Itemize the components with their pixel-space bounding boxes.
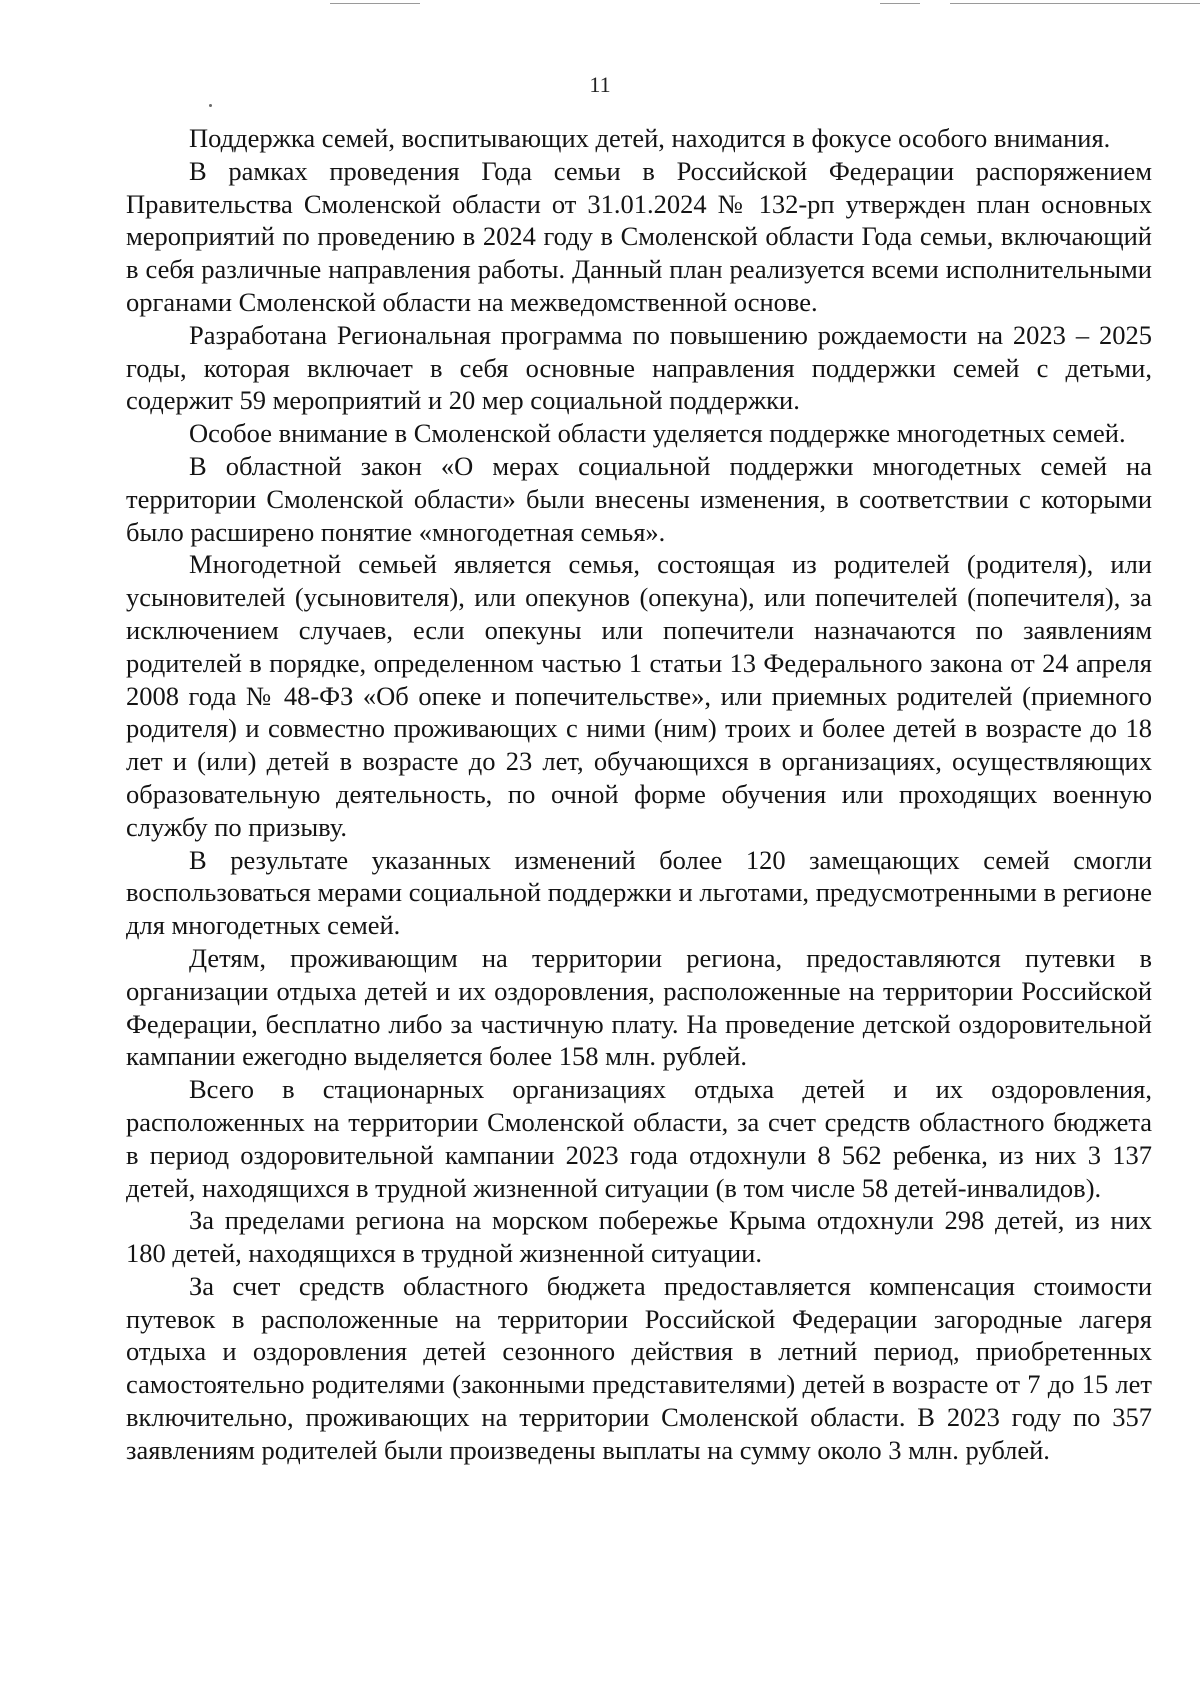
- paragraph: В рамках проведения Года семьи в Российской Федерации распоряжением Правительства Смоленской области от 31.01.2024 № 132-рп утвержден план основных мероприятий по проведению в 2024 году в Смоленской области Года семьи, включающий в себя различные направления работы. Данный план реализуется всеми исполнительными органами Смоленской области на межведомственной основе.: [126, 155, 1152, 317]
- paragraph: В результате указанных изменений более 120 замещающих семей смогли воспользоваться мерами социальной поддержки и льготами, предусмотренными в регионе для многодетных семей.: [126, 844, 1152, 941]
- scan-artifact-line: [330, 3, 420, 4]
- document-body: [126, 122, 1152, 1467]
- paragraph: Поддержка семей, воспитывающих детей, находится в фокусе особого внимания.: [189, 123, 1111, 153]
- paragraph: Детям, проживающим на территории региона, предоставляются путевки в организации отдыха детей и их оздоровления, расположенные на территории Российской Федерации, бесплатно либо за частичную плату. На проведение детской оздоровительной кампании ежегодно выделяется более 158 млн. рублей.: [126, 942, 1152, 1072]
- scan-artifact-dot: [209, 104, 212, 107]
- paragraph: Разработана Региональная программа по повышению рождаемости на 2023 – 2025 годы, которая включает в себя основные направления поддержки семей с детьми, содержит 59 мероприятий и 20 мер социальной поддержки.: [126, 319, 1152, 416]
- page-number: 11: [589, 72, 611, 97]
- paragraph: За счет средств областного бюджета предоставляется компенсация стоимости путевок в расположенные на территории Российской Федерации загородные лагеря отдыха и оздоровления детей сезонного действия в летний период, приобретенных самостоятельно родителями (законными представителями) детей в возрасте от 7 до 15 лет включительно, проживающих на территории Смоленской области. В 2023 году по 357 заявлениям родителей были произведены выплаты на сумму около 3 млн. рублей.: [126, 1270, 1152, 1465]
- scan-artifact-line: [880, 3, 920, 4]
- paragraph: За пределами региона на морском побережье Крыма отдохнули 298 детей, из них 180 детей, находящихся в трудной жизненной ситуации.: [126, 1205, 1152, 1269]
- paragraph: В областной закон «О мерах социальной поддержки многодетных семей на территории Смоленской области» были внесены изменения, в соответствии с которыми было расширено понятие «многодетная семья».: [126, 450, 1152, 547]
- paragraph: Многодетной семьей является семья, состоящая из родителей (родителя), или усыновителей (усыновителя), или опекунов (опекуна), или попечителей (попечителя), за исключением случаев, если опекуны или попечители назначаются по заявлениям родителей в порядке, определенном частью 1 статьи 13 Федерального закона от 24 апреля 2008 года № 48-ФЗ «Об опеке и попечительстве», или приемных родителей (приемного родителя) и совместно проживающих с ними (ним) троих и более детей в возрасте до 18 лет и (или) детей в возрасте до 23 лет, обучающихся в организациях, осуществляющих образовательную деятельность, по очной форме обучения или проходящих военную службу по призыву.: [126, 549, 1152, 842]
- paragraph: Всего в стационарных организациях отдыха детей и их оздоровления, расположенных на территории Смоленской области, за счет средств областного бюджета в период оздоровительной кампании 2023 года отдохнули 8 562 ребенка, из них 3 137 детей, находящихся в трудной жизненной ситуации (в том числе 58 детей-инвалидов).: [126, 1074, 1152, 1203]
- scan-artifact-line: [950, 3, 1200, 4]
- paragraph: Особое внимание в Смоленской области уделяется поддержке многодетных семей.: [189, 418, 1126, 449]
